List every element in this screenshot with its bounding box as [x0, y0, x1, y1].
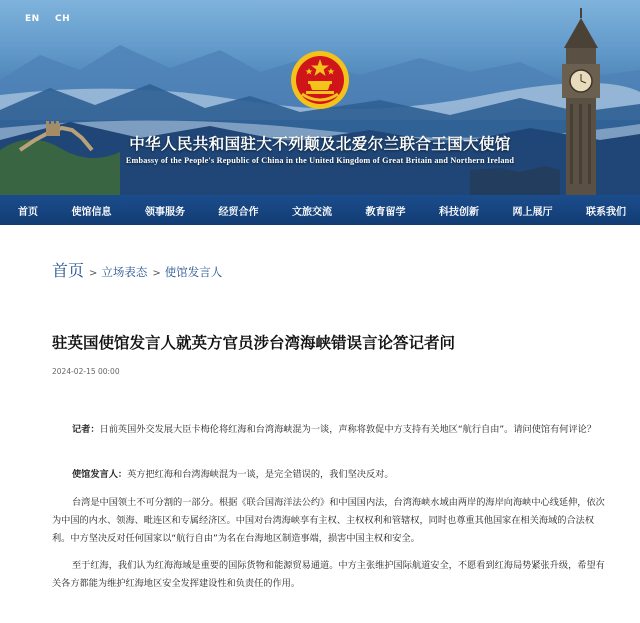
- nav-item-education[interactable]: 教育留学: [365, 206, 406, 218]
- article-paragraph: [72, 466, 394, 484]
- nav-item-home[interactable]: 首页: [18, 206, 38, 218]
- article-paragraph: [52, 421, 612, 439]
- header-banner: [0, 0, 640, 195]
- breadcrumb-level1-link[interactable]: 立场表态: [101, 265, 148, 279]
- speaker-label: 记者：: [72, 424, 100, 435]
- embassy-title-cn: 中华人民共和国驻大不列颠及北爱尔兰联合王国大使馆: [129, 134, 511, 153]
- article-date: 2024-02-15 00:00: [52, 367, 120, 376]
- nav-item-online-exhibition[interactable]: 网上展厅: [512, 206, 553, 218]
- breadcrumb-separator: >: [89, 268, 98, 279]
- breadcrumb-home-link[interactable]: 首页: [52, 261, 85, 280]
- embassy-title-en: Embassy of the People's Republic of China in the United Kingdom of Great Britain and Northern Ireland: [125, 156, 515, 165]
- nav-item-culture-tourism[interactable]: 文旅交流: [292, 206, 332, 218]
- paragraph-text: 至于红海，我们认为红海海域是重要的国际货物和能源贸易通道。中方主张维护国际航道安全，不愿看到红海局势紧张升级，希望有关各方都能为维护红海地区安全发挥建设性和负责任的作用。: [52, 560, 605, 589]
- breadcrumb-separator: >: [152, 268, 161, 279]
- nav-item-consular[interactable]: 领事服务: [145, 206, 185, 218]
- national-emblem-icon: [290, 50, 350, 110]
- article-paragraph: [52, 494, 612, 548]
- nav-item-science-tech[interactable]: 科技创新: [439, 206, 479, 218]
- nav-item-economy-trade[interactable]: 经贸合作: [218, 206, 259, 218]
- lang-en-link[interactable]: EN: [25, 14, 40, 24]
- paragraph-text: 日前英国外交发展大臣卡梅伦将红海和台湾海峡混为一谈，声称将敦促中方支持有关地区“航行自由”。请问使馆有何评论？: [99, 424, 597, 435]
- nav-item-contact[interactable]: 联系我们: [586, 206, 626, 218]
- big-ben-tower-icon: [562, 8, 600, 195]
- main-nav: [0, 195, 640, 225]
- article-title: 驻英国使馆发言人就英方官员涉台湾海峡错误言论答记者问: [52, 334, 456, 352]
- paragraph-text: 台湾是中国领土不可分割的一部分。根据《联合国海洋法公约》和中国国内法，台湾海峡水域由两岸的海岸向海峡中心线延伸，依次为中国的内水、领海、毗连区和专属经济区。中国对台湾海峡享有主权、主权权利和管辖权，同时也尊重其他国家在相关海域的合法权利。中方坚决反对任何国家以“航行自由”为名在台海地区制造事端，损害中国主权和安全。: [52, 497, 605, 544]
- paragraph-text: 英方把红海和台湾海峡混为一谈，是完全错误的，我们坚决反对。: [127, 469, 394, 480]
- breadcrumb-level2-link[interactable]: 使馆发言人: [164, 265, 223, 279]
- nav-item-embassy-info[interactable]: 使馆信息: [71, 206, 112, 218]
- speaker-label: 使馆发言人：: [72, 469, 128, 480]
- lang-ch-link[interactable]: CH: [55, 14, 71, 24]
- breadcrumb: [52, 258, 222, 281]
- article-paragraph: [52, 557, 612, 593]
